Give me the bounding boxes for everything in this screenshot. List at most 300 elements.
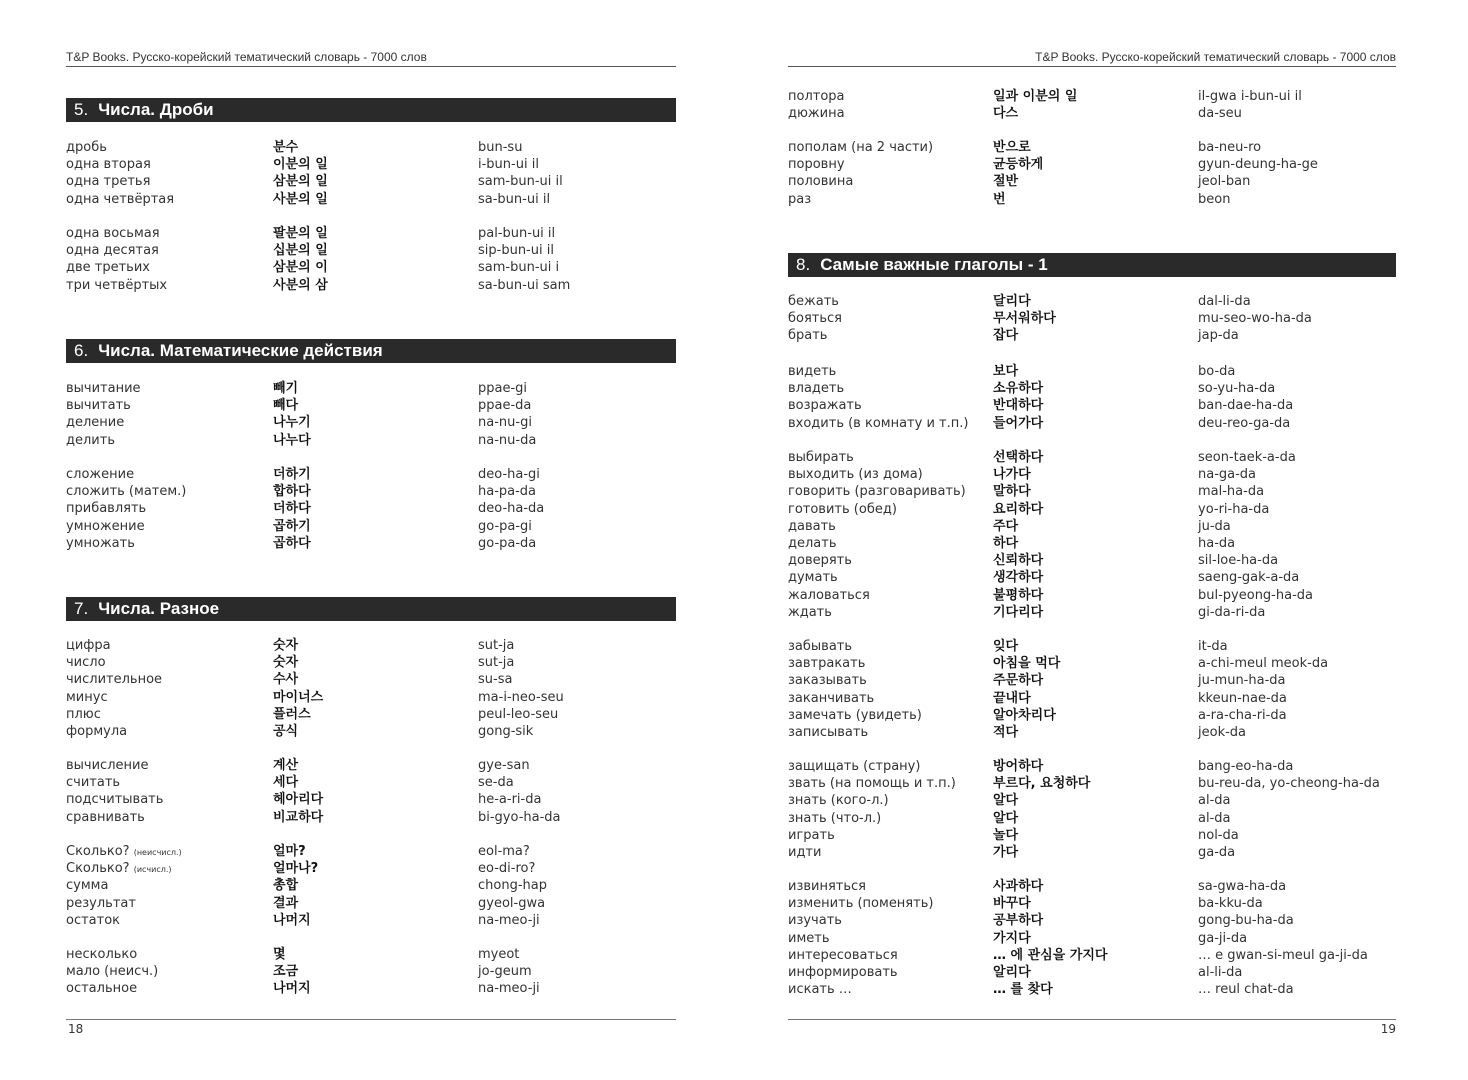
romanization: deo-ha-gi	[478, 467, 540, 482]
korean-term: 이분의 일	[273, 157, 328, 173]
romanization: ju-mun-ha-da	[1198, 673, 1286, 689]
russian-term: ждать	[788, 604, 832, 620]
entry-row	[788, 327, 1396, 344]
running-head: T&P Books. Русско-корейский тематический словарь - 7000 слов	[1035, 50, 1396, 64]
korean-term: 나머지	[273, 912, 311, 928]
russian-term: прибавлять	[66, 501, 147, 517]
entry-group	[788, 293, 1396, 345]
entry-row	[788, 810, 1396, 827]
russian-term: число	[66, 655, 106, 671]
russian-term: полтора	[788, 89, 845, 104]
romanization: il-gwa i-bun-ui il	[1198, 89, 1302, 104]
entry-row	[66, 877, 676, 894]
section-heading	[788, 253, 1396, 277]
russian-term: несколько	[66, 947, 138, 962]
entry-row	[66, 791, 676, 808]
entry-row	[788, 191, 1396, 208]
entry-row	[788, 310, 1396, 327]
russian-term: давать	[788, 518, 836, 534]
korean-term: 알아차리다	[993, 707, 1056, 723]
left-page	[66, 0, 676, 1080]
entry-row	[788, 724, 1396, 741]
korean-term: 사과하다	[993, 879, 1044, 894]
korean-term: 빼다	[273, 398, 299, 414]
romanization: gong-bu-ha-da	[1198, 913, 1294, 929]
entry-group	[788, 758, 1396, 861]
entry-group	[788, 638, 1396, 741]
korean-term: 달리다	[993, 294, 1031, 309]
entry-row	[788, 293, 1396, 310]
entry-row	[788, 518, 1396, 535]
russian-term: жаловаться	[788, 587, 870, 603]
russian-term: бояться	[788, 311, 842, 327]
russian-term: играть	[788, 827, 835, 843]
korean-term: 분수	[273, 140, 299, 155]
romanization: ma-i-neo-seu	[478, 689, 564, 705]
entry-row	[788, 827, 1396, 844]
entry-row	[66, 173, 676, 190]
korean-term: 바꾸다	[993, 896, 1031, 912]
header-rule	[788, 66, 1396, 67]
romanization: ga-ji-da	[1198, 930, 1248, 946]
romanization: jo-geum	[478, 964, 532, 980]
russian-term: видеть	[788, 364, 837, 379]
russian-term: умножать	[66, 535, 135, 551]
russian-term: изучать	[788, 913, 842, 929]
entry-row	[66, 809, 676, 826]
russian-term: заказывать	[788, 673, 867, 689]
entry-row	[788, 380, 1396, 397]
korean-term: 공부하다	[993, 913, 1044, 929]
korean-term: 기다리다	[993, 604, 1044, 620]
korean-term: 균등하게	[993, 157, 1044, 173]
entry-row	[66, 242, 676, 259]
korean-term: 계산	[273, 758, 299, 773]
section-heading	[66, 98, 676, 122]
entry-row	[788, 449, 1396, 466]
russian-term: замечать (увидеть)	[788, 707, 922, 723]
entry-row	[788, 483, 1396, 500]
entry-row	[788, 363, 1396, 380]
russian-term: возражать	[788, 398, 862, 414]
russian-term: думать	[788, 570, 838, 586]
entry-row	[788, 792, 1396, 809]
entry-group	[788, 139, 1396, 208]
romanization: a-chi-meul meok-da	[1198, 656, 1329, 672]
entry-row	[788, 758, 1396, 775]
korean-term: 반대하다	[993, 398, 1044, 414]
entry-row	[788, 105, 1396, 122]
korean-term: 절반	[993, 174, 1019, 190]
entry-row	[788, 173, 1396, 190]
romanization: chong-hap	[478, 878, 547, 894]
russian-term: готовить (обед)	[788, 501, 897, 517]
korean-term: 끝내다	[993, 690, 1031, 706]
page-number: 18	[68, 1022, 84, 1036]
russian-term	[66, 860, 172, 878]
romanization: eol-ma?	[478, 844, 530, 859]
korean-term: 합하다	[273, 484, 311, 500]
header-rule	[66, 66, 676, 67]
russian-term: забывать	[788, 639, 853, 654]
russian-term: выходить (из дома)	[788, 467, 923, 483]
entry-row	[788, 930, 1396, 947]
romanization: dal-li-da	[1198, 294, 1251, 309]
korean-term: 삼분의 이	[273, 260, 328, 276]
russian-term: пополам (на 2 части)	[788, 140, 934, 155]
romanization: jeol-ban	[1198, 174, 1251, 190]
russian-term: плюс	[66, 706, 101, 722]
entry-row	[788, 587, 1396, 604]
romanization: jeok-da	[1198, 724, 1247, 740]
russian-term: знать (что-л.)	[788, 810, 882, 826]
section-title: Самые важные глаголы - 1	[820, 255, 1048, 274]
romanization: beon	[1198, 191, 1231, 207]
romanization: sa-gwa-ha-da	[1198, 879, 1287, 894]
entry-group	[788, 88, 1396, 122]
russian-word: Сколько?	[66, 861, 130, 877]
russian-term: подсчитывать	[66, 792, 164, 808]
korean-term: 십분의 일	[273, 243, 328, 259]
romanization: a-ra-cha-ri-da	[1198, 707, 1287, 723]
korean-term: 생각하다	[993, 570, 1044, 586]
korean-term: 사분의 일	[273, 191, 328, 207]
russian-term: делить	[66, 432, 115, 448]
right-page	[788, 0, 1396, 1080]
entry-group	[66, 637, 676, 740]
korean-term: 놀다	[993, 827, 1019, 843]
romanization: bi-gyo-ha-da	[478, 809, 561, 825]
russian-term: одна третья	[66, 174, 151, 190]
romanization: ban-dae-ha-da	[1198, 398, 1294, 414]
romanization: kkeun-nae-da	[1198, 690, 1287, 706]
russian-term: брать	[788, 328, 828, 344]
russian-term: завтракать	[788, 656, 866, 672]
russian-term: вычитать	[66, 398, 131, 414]
entry-row	[66, 963, 676, 980]
korean-term: 부르다, 요청하다	[993, 776, 1091, 792]
romanization: na-meo-ji	[478, 912, 540, 928]
section-title: Числа. Математические действия	[98, 341, 383, 360]
section-heading	[66, 597, 676, 621]
korean-term: 잡다	[993, 328, 1019, 344]
romanization: eo-di-ro?	[478, 861, 536, 877]
korean-term: 요리하다	[993, 501, 1044, 517]
romanization: ga-da	[1198, 844, 1236, 860]
usage-note: (исчисл.)	[133, 865, 172, 875]
russian-term: формула	[66, 723, 128, 739]
running-head: T&P Books. Русско-корейский тематический словарь - 7000 слов	[66, 50, 427, 64]
korean-term: 선택하다	[993, 450, 1044, 465]
korean-term: 얼마나?	[273, 861, 319, 877]
russian-term: раз	[788, 191, 812, 207]
korean-term: … 에 관심을 가지다	[993, 947, 1108, 963]
russian-term: сравнивать	[66, 809, 145, 825]
romanization: bu-reu-da, yo-cheong-ha-da	[1198, 776, 1380, 792]
korean-term: … 를 찾다	[993, 982, 1053, 998]
russian-term: иметь	[788, 930, 830, 946]
entry-row	[66, 225, 676, 242]
romanization: seon-taek-a-da	[1198, 450, 1296, 465]
korean-term: 다스	[993, 106, 1019, 122]
romanization: al-da	[1198, 793, 1231, 809]
entry-row	[66, 912, 676, 929]
romanization: na-meo-ji	[478, 981, 540, 997]
korean-term: 더하기	[273, 467, 311, 482]
entry-row	[66, 277, 676, 294]
russian-term: поровну	[788, 157, 845, 173]
romanization: gyun-deung-ha-ge	[1198, 157, 1318, 173]
korean-term: 반으로	[993, 140, 1031, 155]
romanization: gi-da-ri-da	[1198, 604, 1266, 620]
korean-term: 잊다	[993, 639, 1019, 654]
entry-row	[788, 569, 1396, 586]
korean-term: 하다	[993, 535, 1019, 551]
entry-row	[66, 483, 676, 500]
korean-term: 가다	[993, 844, 1019, 860]
entry-row	[66, 757, 676, 774]
korean-term: 빼기	[273, 381, 299, 396]
russian-term: вычисление	[66, 758, 149, 773]
section-number: 5.	[74, 100, 89, 119]
korean-term: 신뢰하다	[993, 553, 1044, 569]
korean-term: 나머지	[273, 981, 311, 997]
russian-term: результат	[66, 895, 136, 911]
entry-row	[788, 707, 1396, 724]
section-number: 7.	[74, 599, 89, 618]
korean-term: 수사	[273, 672, 299, 688]
romanization: bun-su	[478, 140, 523, 155]
entry-row	[788, 139, 1396, 156]
russian-term: дюжина	[788, 106, 845, 122]
russian-term: одна четвёртая	[66, 191, 175, 207]
entry-row	[788, 844, 1396, 861]
footer-rule	[66, 1019, 676, 1020]
entry-row	[788, 466, 1396, 483]
entry-row	[66, 774, 676, 791]
entry-row	[788, 552, 1396, 569]
entry-row	[788, 501, 1396, 518]
russian-term: одна восьмая	[66, 226, 160, 241]
romanization: bo-da	[1198, 364, 1236, 379]
romanization: go-pa-gi	[478, 518, 532, 534]
entry-row	[66, 980, 676, 997]
russian-term	[66, 843, 182, 861]
russian-term: записывать	[788, 724, 869, 740]
entry-row	[66, 432, 676, 449]
romanization: da-seu	[1198, 106, 1242, 122]
russian-term: заканчивать	[788, 690, 875, 706]
romanization: gyeol-gwa	[478, 895, 546, 911]
korean-term: 나가다	[993, 467, 1031, 483]
entry-row	[788, 981, 1396, 998]
korean-term: 보다	[993, 364, 1019, 379]
korean-term: 번	[993, 191, 1006, 207]
entry-row	[788, 775, 1396, 792]
russian-term: половина	[788, 174, 854, 190]
entry-group	[788, 449, 1396, 621]
entry-row	[788, 690, 1396, 707]
entry-row	[66, 706, 676, 723]
russian-term: остаток	[66, 912, 121, 928]
page-number: 19	[1380, 1022, 1396, 1036]
romanization: sil-loe-ha-da	[1198, 553, 1279, 569]
entry-row	[66, 723, 676, 740]
korean-term: 곱하다	[273, 535, 311, 551]
romanization: gong-sik	[478, 723, 534, 739]
romanization: pal-bun-ui il	[478, 226, 556, 241]
section-title: Числа. Дроби	[98, 100, 214, 119]
korean-term: 소유하다	[993, 381, 1044, 397]
korean-term: 비교하다	[273, 809, 324, 825]
russian-term: извиняться	[788, 879, 866, 894]
section-title: Числа. Разное	[98, 599, 220, 618]
entry-row	[66, 156, 676, 173]
russian-term: одна вторая	[66, 157, 151, 173]
romanization: bang-eo-ha-da	[1198, 759, 1294, 774]
entry-row	[66, 380, 676, 397]
romanization: it-da	[1198, 639, 1228, 654]
russian-term: одна десятая	[66, 243, 159, 259]
entry-group	[66, 843, 676, 929]
entry-group	[788, 878, 1396, 998]
romanization: na-nu-gi	[478, 415, 532, 431]
russian-term: знать (кого-л.)	[788, 793, 889, 809]
korean-term: 세다	[273, 775, 299, 791]
romanization: … reul chat-da	[1198, 982, 1294, 998]
romanization: sam-bun-ui il	[478, 174, 563, 190]
russian-term: сложить (матем.)	[66, 484, 187, 500]
russian-term: считать	[66, 775, 121, 791]
russian-term: звать (на помощь и т.п.)	[788, 776, 956, 792]
romanization: … e gwan-si-meul ga-ji-da	[1198, 947, 1368, 963]
romanization: ha-da	[1198, 535, 1236, 551]
russian-term: входить (в комнату и т.п.)	[788, 415, 969, 431]
korean-term: 더하다	[273, 501, 311, 517]
romanization: peul-leo-seu	[478, 706, 559, 722]
entry-row	[66, 518, 676, 535]
korean-term: 팔분의 일	[273, 226, 328, 241]
entry-row	[788, 415, 1396, 432]
romanization: he-a-ri-da	[478, 792, 542, 808]
russian-term: вычитание	[66, 381, 141, 396]
russian-term: информировать	[788, 964, 898, 980]
entry-row	[66, 843, 676, 860]
russian-term: делать	[788, 535, 837, 551]
entry-row	[66, 637, 676, 654]
entry-row	[788, 878, 1396, 895]
russian-term: выбирать	[788, 450, 854, 465]
romanization: mal-ha-da	[1198, 484, 1265, 500]
entry-row	[788, 88, 1396, 105]
korean-term: 말하다	[993, 484, 1031, 500]
korean-term: 나누기	[273, 415, 311, 431]
korean-term: 얼마?	[273, 844, 306, 859]
korean-term: 적다	[993, 724, 1019, 740]
entry-row	[66, 654, 676, 671]
entry-row	[788, 672, 1396, 689]
entry-row	[788, 604, 1396, 621]
korean-term: 곱하기	[273, 518, 311, 534]
entry-row	[788, 655, 1396, 672]
romanization: ba-kku-da	[1198, 896, 1263, 912]
korean-term: 조금	[273, 964, 299, 980]
korean-term: 알다	[993, 793, 1019, 809]
russian-term: искать …	[788, 982, 852, 998]
russian-term: интересоваться	[788, 947, 898, 963]
russian-term: минус	[66, 689, 108, 705]
entry-row	[66, 535, 676, 552]
romanization: jap-da	[1198, 328, 1239, 344]
korean-term: 몇	[273, 947, 286, 962]
korean-term: 불평하다	[993, 587, 1044, 603]
russian-term: владеть	[788, 381, 845, 397]
korean-term: 숫자	[273, 655, 299, 671]
korean-term: 결과	[273, 895, 299, 911]
entry-group	[66, 466, 676, 552]
entry-row	[788, 638, 1396, 655]
entry-group	[66, 139, 676, 208]
romanization: al-da	[1198, 810, 1231, 826]
entry-row	[66, 689, 676, 706]
romanization: ppae-da	[478, 398, 532, 414]
section-heading	[66, 339, 676, 363]
romanization: su-sa	[478, 672, 513, 688]
korean-term: 주다	[993, 518, 1019, 534]
romanization: ba-neu-ro	[1198, 140, 1262, 155]
korean-term: 플러스	[273, 706, 311, 722]
romanization: mu-seo-wo-ha-da	[1198, 311, 1312, 327]
russian-term: две третьих	[66, 260, 150, 276]
russian-term: деление	[66, 415, 125, 431]
russian-term: говорить (разговаривать)	[788, 484, 966, 500]
romanization: so-yu-ha-da	[1198, 381, 1276, 397]
section-number: 8.	[796, 255, 811, 274]
korean-term: 가지다	[993, 930, 1031, 946]
korean-term: 무서워하다	[993, 311, 1056, 327]
entry-group	[66, 946, 676, 998]
entry-row	[788, 397, 1396, 414]
russian-term: цифра	[66, 638, 111, 653]
korean-term: 방어하다	[993, 759, 1044, 774]
entry-row	[66, 414, 676, 431]
section-number: 6.	[74, 341, 89, 360]
romanization: sip-bun-ui il	[478, 243, 554, 259]
russian-term: идти	[788, 844, 822, 860]
korean-term: 알리다	[993, 964, 1031, 980]
korean-term: 일과 이분의 일	[993, 89, 1078, 104]
korean-term: 아침을 먹다	[993, 656, 1061, 672]
entry-row	[66, 139, 676, 156]
korean-term: 삼분의 일	[273, 174, 328, 190]
entry-row	[788, 964, 1396, 981]
entry-row	[66, 191, 676, 208]
korean-term: 주문하다	[993, 673, 1044, 689]
romanization: sut-ja	[478, 655, 515, 671]
entry-group	[788, 363, 1396, 432]
entry-row	[788, 895, 1396, 912]
russian-term: остальное	[66, 981, 138, 997]
entry-row	[788, 535, 1396, 552]
russian-term: доверять	[788, 553, 852, 569]
entry-row	[66, 860, 676, 877]
romanization: deu-reo-ga-da	[1198, 415, 1291, 431]
romanization: yo-ri-ha-da	[1198, 501, 1270, 517]
entry-row	[66, 259, 676, 276]
romanization: nol-da	[1198, 827, 1239, 843]
romanization: se-da	[478, 775, 514, 791]
romanization: sam-bun-ui i	[478, 260, 560, 276]
